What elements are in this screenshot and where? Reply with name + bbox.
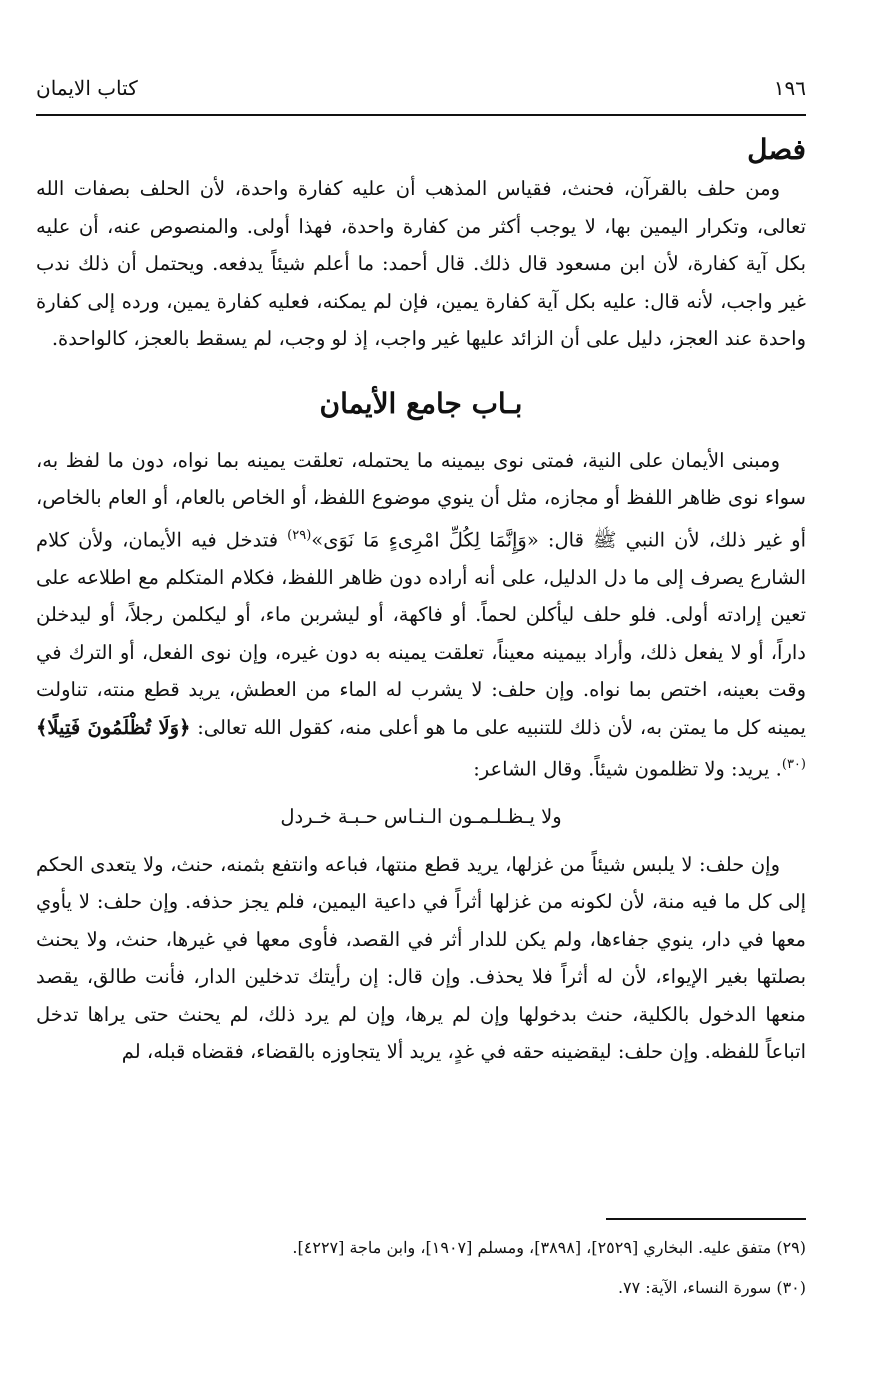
- paragraph-text: ومبنى الأيمان على النية، فمتى نوى بيمينه ما يحتمله، تعلقت يمينه بما نواه، دون ما لفظ به، سواء نوى ظاهر اللفظ أو مجازه، مثل أن ينوي موضوع اللفظ، أو الخاص بالعام، أو العام بالخاص، أو غير ذلك، لأن النبي ﷺ قال: «وَإِنَّمَا لِكُلِّ امْرِىءٍ مَا نَوَى»: [36, 448, 806, 551]
- footnote-30: (٣٠) سورة النساء، الآية: ٧٧.: [617, 1278, 806, 1297]
- quran-verse: ﴿وَلَا تُظْلَمُونَ فَتِيلًا﴾: [36, 715, 191, 739]
- book-title: كتاب الايمان: [36, 76, 138, 100]
- chapter-paragraph-1: [36, 442, 806, 789]
- page-number: ١٩٦: [773, 76, 806, 100]
- book-page: [36, 60, 806, 1360]
- footnote-ref-29: (٢٩): [287, 527, 312, 543]
- footnote-rule: [606, 1218, 806, 1220]
- poetry-verse: ولا يـظـلـمـون الـنـاس حـبـة خـردل: [280, 805, 562, 828]
- footnotes: [36, 1228, 806, 1308]
- section-title: فصل: [747, 133, 806, 166]
- section-paragraph: ومن حلف بالقرآن، فحنث، فقياس المذهب أن عليه كفارة واحدة، لأن الحلف بصفات الله تعالى، وتكرار اليمين بها، لا يوجب أكثر من كفارة واحدة، فهذا أولى. والمنصوص عنه، أن عليه بكل آية كفارة، لأن ابن مسعود قال ذلك. قال أحمد: ما أعلم شيئاً يدفعه. ويحتمل أن ذلك ندب غير واجب، لأنه قال: عليه بكل آية كفارة يمين، فإن لم يمكنه، فعليه كفارة يمين، ورده إلى كفارة واحدة عند العجز، دليل على أن الزائد عليها غير واجب، إذ لو وجب، لم يسقط بالعجز، كالواحدة.: [36, 177, 806, 350]
- page-header: [36, 68, 806, 108]
- chapter-paragraph-2: وإن حلف: لا يلبس شيئاً من غزلها، يريد قطع منتها، فباعه وانتفع بثمنه، حنث، ولا يتعدى الحكم إلى كل ما فيه منة، لأن لكونه من غزلها أثراً في داعية اليمين، فلم يجز حذفه. وإن حلف: لا يأوي معها في دار، ينوي جفاءها، ولم يكن للدار أثر في القصد، فأوى معها في غيرها، حنث، ولا يحنث بصلتها بغير الإيواء، لأن له أثراً فلا يحذف. وإن قال: إن رأيتك تدخلين الدار، فأنت طالق، يقصد منعها الدخول بالكلية، حنث بدخولها وإن لم يرها، وإن لم يرد ذلك، لم يحنث حتى يراها تدخل اتباعاً للفظه. وإن حلف: ليقضينه حقه في غدٍ، يريد ألا يتجاوزه بالقضاء، فقضاه قبله، لم: [36, 852, 806, 1063]
- paragraph-text: فتدخل فيه الأيمان، ولأن كلام الشارع يصرف إلى ما دل الدليل، على أنه أراده دون ظاهر اللفظ، فكلام المتكلم مع اطلاعه على تعين إرادته أولى. فلو حلف ليأكلن لحماً. أو فاكهة، أو ليشربن ماء، أو ليكلمن رجلاً، أو ليدخلن داراً، أو لا يفعل ذلك، وأراد بيمينه معيناً، تعلقت يمينه به دون غيره، وإن نوى الفعل، أو الترك في وقت بعينه، اختص بما نواه. وإن حلف: لا يشرب له الماء من العطش، يريد قطع منته، تناولت يمينه كل ما يمتن به، لأن ذلك للتنبيه على ما هو أعلى منه، كقول الله تعالى:: [36, 528, 806, 739]
- footnote-ref-30: (٣٠): [781, 757, 806, 772]
- paragraph-text: . يريد: ولا تظلمون شيئاً. وقال الشاعر:: [473, 757, 782, 781]
- header-rule: [36, 114, 806, 116]
- footnote-29: (٢٩) متفق عليه. البخاري [٢٥٢٩]، [٣٨٩٨]، ومسلم [١٩٠٧]، وابن ماجة [٤٢٢٧].: [292, 1238, 806, 1257]
- page-body: [36, 130, 806, 1071]
- chapter-title: بـاب جامع الأيمان: [319, 386, 523, 420]
